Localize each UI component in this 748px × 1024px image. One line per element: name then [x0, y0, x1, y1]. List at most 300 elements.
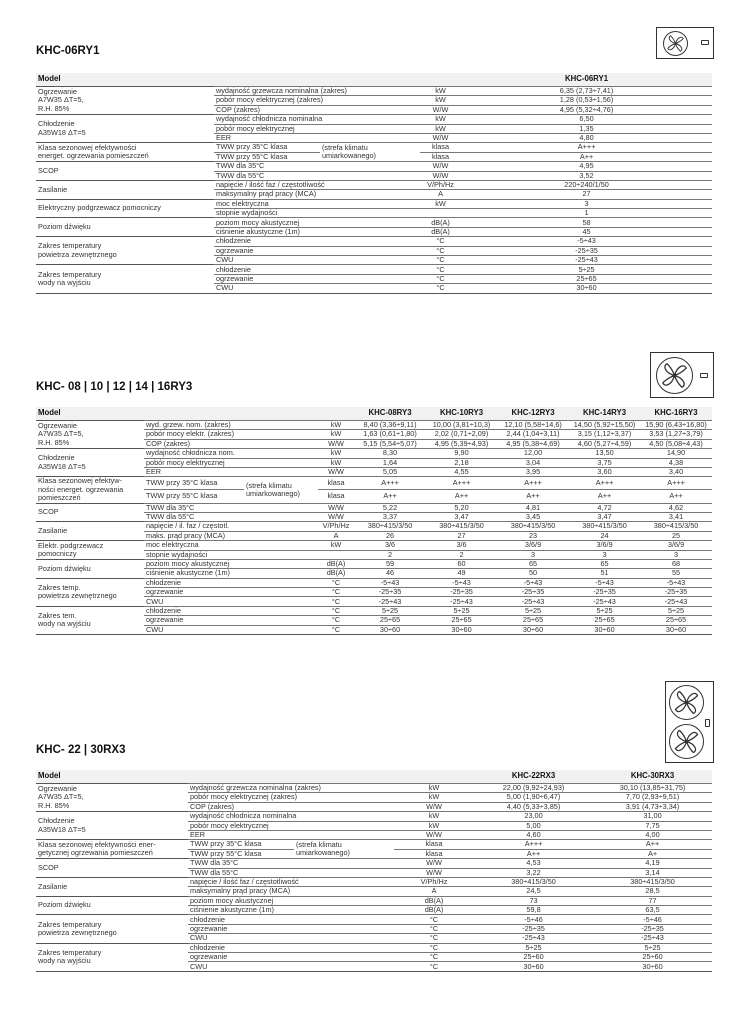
fan-icon: [663, 31, 688, 56]
value-cell: 4,95 (5,39÷4,93): [426, 439, 497, 448]
value-cell: 5÷25: [461, 265, 712, 274]
table-row: [36, 218, 712, 227]
outdoor-unit-single-fan-icon: [656, 27, 714, 59]
value-cell: -5÷43: [426, 578, 497, 587]
value-cell: 380÷415/3/50: [354, 522, 426, 531]
unit-label: °C: [394, 934, 474, 943]
value-cell: 2,02 (0,71÷2,09): [426, 430, 497, 439]
row-group-label: Poziom dźwięku: [36, 559, 144, 578]
value-cell: 3,22: [474, 868, 593, 877]
unit-label: klasa: [394, 840, 474, 849]
unit-label: °C: [420, 284, 461, 293]
model-header-label: Model: [36, 407, 354, 421]
value-cell: -25÷35: [640, 588, 712, 597]
value-cell: 5,22: [354, 503, 426, 512]
value-cell: 3/6: [354, 541, 426, 550]
unit-label: dB(A): [318, 569, 354, 578]
parameter-label: TWW dla 35°C: [144, 503, 318, 512]
parameter-label: ogrzewanie: [144, 616, 318, 625]
value-cell: 380÷415/3/50: [640, 522, 712, 531]
table-row: [36, 180, 712, 189]
outdoor-unit-double-fan-icon: [665, 681, 714, 763]
table-row: [36, 522, 712, 531]
unit-label: kW: [318, 449, 354, 458]
value-cell: 5÷25: [354, 606, 426, 615]
row-group-label: Ogrzewanie A7W35 ΔT=5, R.H. 85%: [36, 784, 188, 812]
value-cell: 380÷415/3/50: [497, 522, 569, 531]
value-cell: -25÷35: [461, 246, 712, 255]
parameter-label: pobór mocy elektrycznej (zakres): [188, 793, 394, 802]
value-cell: 22,00 (9,92÷24,93): [474, 784, 593, 793]
parameter-label: ciśnienie akustyczne (1m): [214, 227, 420, 236]
parameter-label: TWW przy 35°C klasa: [188, 840, 294, 849]
unit-label: °C: [420, 256, 461, 265]
value-cell: 3,75: [569, 458, 640, 467]
value-cell: 380÷415/3/50: [426, 522, 497, 531]
value-cell: A++: [461, 152, 712, 161]
unit-label: kW: [394, 821, 474, 830]
value-cell: 3,60: [569, 467, 640, 476]
value-cell: 3,04: [497, 458, 569, 467]
fan-icon: [656, 357, 693, 394]
parameter-label: chłodzenie: [214, 237, 420, 246]
unit-label: kW: [420, 199, 461, 208]
parameter-label: moc elektryczna: [214, 199, 420, 208]
value-cell: 4,95: [461, 162, 712, 171]
table-row: [36, 840, 712, 849]
value-cell: 30,10 (13,85÷31,75): [593, 784, 712, 793]
unit-label: klasa: [394, 849, 474, 858]
value-cell: 77: [593, 896, 712, 905]
parameter-label: EER: [144, 467, 318, 476]
value-cell: 380÷415/3/50: [474, 877, 593, 886]
value-cell: A++: [426, 490, 497, 503]
value-cell: A++: [640, 490, 712, 503]
value-cell: 12,10 (5,58÷14,6): [497, 421, 569, 430]
parameter-label: wydajność chłodnicza nom.: [144, 449, 318, 458]
unit-label: A: [394, 887, 474, 896]
parameter-label: napięcie / ilość faz / częstotliwość: [188, 877, 394, 886]
table-row: [36, 503, 712, 512]
row-group-label: Poziom dźwięku: [36, 218, 214, 237]
value-cell: 3: [569, 550, 640, 559]
value-cell: 25÷60: [593, 953, 712, 962]
value-cell: 49: [426, 569, 497, 578]
row-group-label: Zasilanie: [36, 877, 188, 896]
unit-label: kW: [394, 793, 474, 802]
value-cell: 4,81: [497, 503, 569, 512]
value-cell: 15,90 (6,43÷16,80): [640, 421, 712, 430]
unit-label: °C: [420, 246, 461, 255]
value-cell: 4,60: [474, 830, 593, 839]
unit-label: °C: [394, 924, 474, 933]
value-cell: A+++: [426, 477, 497, 490]
table-row: [36, 877, 712, 886]
table-row: [36, 449, 712, 458]
value-cell: 65: [497, 559, 569, 568]
value-cell: 1,64: [354, 458, 426, 467]
value-cell: 3: [497, 550, 569, 559]
value-cell: -25÷43: [354, 597, 426, 606]
parameter-label: COP (zakres): [144, 439, 318, 448]
row-group-label: Zasilanie: [36, 522, 144, 541]
table-row: [36, 812, 712, 821]
parameter-label: TWW przy 35°C klasa: [214, 143, 320, 152]
model-header: KHC-08RY3: [354, 407, 426, 421]
row-group-label: Elektr. podgrzewacz pomocniczy: [36, 541, 144, 560]
value-cell: -25÷35: [569, 588, 640, 597]
model-header: KHC-22RX3: [474, 770, 593, 784]
parameter-label: chłodzenie: [144, 606, 318, 615]
value-cell: A++: [593, 840, 712, 849]
unit-label: W/W: [394, 830, 474, 839]
value-cell: 4,40 (5,33÷3,85): [474, 802, 593, 811]
unit-label: W/W: [394, 859, 474, 868]
table-row: [36, 143, 712, 152]
table-row: [36, 421, 712, 430]
unit-label: dB(A): [394, 896, 474, 905]
unit-label: W/W: [420, 133, 461, 142]
parameter-label: pobór mocy elektr. (zakres): [144, 430, 318, 439]
row-group-label: Klasa sezonowej efektywności energet. ogrzewania pomieszczeń: [36, 143, 214, 162]
value-cell: 45: [461, 227, 712, 236]
unit-label: W/W: [420, 171, 461, 180]
unit-label: V/Ph/Hz: [420, 180, 461, 189]
unit-label: [318, 550, 354, 559]
row-group-label: Klasa sezonowej efektyw- ności energet. ogrzewania pomieszczeń: [36, 477, 144, 503]
value-cell: A+++: [354, 477, 426, 490]
parameter-label: TWW dla 55°C: [188, 868, 394, 877]
value-cell: -25÷43: [640, 597, 712, 606]
row-group-label: Elektryczny podgrzewacz pomocniczy: [36, 199, 214, 218]
unit-label: °C: [318, 606, 354, 615]
unit-label: dB(A): [394, 906, 474, 915]
parameter-label: TWW przy 55°C klasa: [188, 849, 294, 858]
value-cell: 3,53 (1,27÷3,79): [640, 430, 712, 439]
value-cell: 3,45: [497, 512, 569, 521]
unit-label: °C: [394, 943, 474, 952]
value-cell: 4,72: [569, 503, 640, 512]
value-cell: -25÷43: [593, 934, 712, 943]
value-cell: A+++: [640, 477, 712, 490]
value-cell: 24,5: [474, 887, 593, 896]
value-cell: 6,50: [461, 115, 712, 124]
value-cell: 25÷65: [354, 616, 426, 625]
parameter-label: maks. prąd pracy (MCA): [144, 531, 318, 540]
value-cell: 4,50 (5,08÷4,43): [640, 439, 712, 448]
value-cell: 63,5: [593, 906, 712, 915]
parameter-label: CWU: [144, 625, 318, 634]
parameter-label: ogrzewanie: [214, 246, 420, 255]
value-cell: 31,00: [593, 812, 712, 821]
parameter-label: COP (zakres): [214, 105, 420, 114]
row-group-label: Zakres tem. wody na wyjściu: [36, 606, 144, 634]
value-cell: 68: [640, 559, 712, 568]
value-cell: 25: [640, 531, 712, 540]
value-cell: 59,8: [474, 906, 593, 915]
value-cell: 6,35 (2,73÷7,41): [461, 87, 712, 96]
vent-slot-icon: [705, 719, 710, 727]
model-header: KHC-10RY3: [426, 407, 497, 421]
value-cell: 5,00: [474, 821, 593, 830]
unit-label: kW: [394, 784, 474, 793]
value-cell: 59: [354, 559, 426, 568]
parameter-label: wyd. grzew. nom. (zakres): [144, 421, 318, 430]
parameter-label: TWW przy 35°C klasa: [144, 477, 244, 490]
row-group-label: Ogrzewanie A7W35 ΔT=5, R.H. 85%: [36, 421, 144, 449]
row-group-label: SCOP: [36, 162, 214, 181]
parameter-label: CWU: [188, 962, 394, 971]
unit-label: W/W: [394, 868, 474, 877]
value-cell: -25÷35: [593, 924, 712, 933]
value-cell: 3,37: [354, 512, 426, 521]
parameter-label: ciśnienie akustyczne (1m): [188, 906, 394, 915]
row-group-label: SCOP: [36, 503, 144, 522]
value-cell: 3/6: [426, 541, 497, 550]
value-cell: 3: [461, 199, 712, 208]
unit-label: °C: [318, 616, 354, 625]
parameter-label: stopnie wydajności: [144, 550, 318, 559]
model-header: KHC-30RX3: [593, 770, 712, 784]
table-row: [36, 859, 712, 868]
row-group-label: Chłodzenie A35W18 ΔT=5: [36, 449, 144, 477]
value-cell: -5÷43: [497, 578, 569, 587]
value-cell: 65: [569, 559, 640, 568]
value-cell: 3/6/9: [640, 541, 712, 550]
parameter-label: CWU: [188, 934, 394, 943]
value-cell: -5÷43: [640, 578, 712, 587]
row-group-label: Zakres temperatury wody na wyjściu: [36, 265, 214, 293]
spec-table: [36, 770, 712, 972]
fan-icon: [669, 724, 704, 759]
value-cell: 3,95: [497, 467, 569, 476]
value-cell: 25÷65: [640, 616, 712, 625]
value-cell: 5,05: [354, 467, 426, 476]
value-cell: 3,15 (1,12÷3,37): [569, 430, 640, 439]
spec-table: [36, 407, 712, 635]
value-cell: 5,15 (5,54÷5,07): [354, 439, 426, 448]
table-row: [36, 199, 712, 208]
unit-label: klasa: [420, 152, 461, 161]
unit-label: W/W: [318, 503, 354, 512]
unit-label: kW: [420, 115, 461, 124]
value-cell: 3,14: [593, 868, 712, 877]
value-cell: A+: [593, 849, 712, 858]
unit-label: dB(A): [318, 559, 354, 568]
parameter-label: pobór mocy elektrycznej: [188, 821, 394, 830]
row-group-label: Zakres temperatury wody na wyjściu: [36, 943, 188, 971]
value-cell: 3,47: [426, 512, 497, 521]
unit-label: W/W: [318, 467, 354, 476]
parameter-label: wydajność grzewcza nominalna (zakres): [188, 784, 394, 793]
unit-label: kW: [318, 421, 354, 430]
value-cell: 13,50: [569, 449, 640, 458]
value-cell: 380÷415/3/50: [593, 877, 712, 886]
value-cell: 1,63 (0,61÷1,80): [354, 430, 426, 439]
parameter-label: pobór mocy elektrycznej: [144, 458, 318, 467]
value-cell: 25÷65: [569, 616, 640, 625]
value-cell: 25÷60: [474, 953, 593, 962]
value-cell: -5÷43: [569, 578, 640, 587]
row-group-label: Ogrzewanie A7W35 ΔT=5, R.H. 85%: [36, 87, 214, 115]
unit-label: kW: [420, 96, 461, 105]
value-cell: -25÷35: [354, 588, 426, 597]
unit-label: W/W: [394, 802, 474, 811]
value-cell: 14,90: [640, 449, 712, 458]
section-title: KHC-06RY1: [36, 45, 100, 57]
value-cell: 3/6/9: [497, 541, 569, 550]
value-cell: 2,44 (1,04÷3,11): [497, 430, 569, 439]
parameter-label: pobór mocy elektrycznej: [214, 124, 420, 133]
value-cell: 30÷60: [354, 625, 426, 634]
unit-label: kW: [420, 87, 461, 96]
value-cell: A++: [569, 490, 640, 503]
value-cell: 5÷25: [426, 606, 497, 615]
value-cell: 5,20: [426, 503, 497, 512]
section-title: KHC- 08 | 10 | 12 | 14 | 16RY3: [36, 381, 193, 393]
table-row: [36, 943, 712, 952]
parameter-label: maksymalny prąd pracy (MCA): [188, 887, 394, 896]
table-row: [36, 265, 712, 274]
value-cell: 8,30: [354, 449, 426, 458]
value-cell: 4,62: [640, 503, 712, 512]
value-cell: 25÷65: [461, 274, 712, 283]
unit-label: °C: [394, 962, 474, 971]
unit-label: dB(A): [420, 227, 461, 236]
value-cell: 30÷60: [640, 625, 712, 634]
vent-slot-icon: [701, 40, 709, 45]
value-cell: -5÷46: [593, 915, 712, 924]
value-cell: 4,53: [474, 859, 593, 868]
parameter-label: wydajność chłodnicza nominalna: [188, 812, 394, 821]
value-cell: 3,41: [640, 512, 712, 521]
unit-label: °C: [318, 588, 354, 597]
value-cell: 4,60 (5,27÷4,59): [569, 439, 640, 448]
unit-label: klasa: [318, 490, 354, 503]
value-cell: 30÷60: [497, 625, 569, 634]
table-row: [36, 606, 712, 615]
unit-label: °C: [318, 597, 354, 606]
table-row: [36, 115, 712, 124]
value-cell: 25÷65: [426, 616, 497, 625]
value-cell: -25÷43: [474, 934, 593, 943]
value-cell: 51: [569, 569, 640, 578]
table-row: [36, 87, 712, 96]
value-cell: 3,40: [640, 467, 712, 476]
row-group-label: Zakres temperatury powietrza zewnętrznego: [36, 915, 188, 943]
parameter-label: chłodzenie: [188, 943, 394, 952]
parameter-label: ogrzewanie: [144, 588, 318, 597]
value-cell: 46: [354, 569, 426, 578]
row-group-label: Zakres temp. powietrza zewnętrznego: [36, 578, 144, 606]
parameter-label: ogrzewanie: [188, 924, 394, 933]
parameter-label: napięcie / il. faz / częstotl.: [144, 522, 318, 531]
parameter-label: poziom mocy akustycznej: [188, 896, 394, 905]
value-cell: 1,35: [461, 124, 712, 133]
parameter-label: COP (zakres): [188, 802, 394, 811]
value-cell: A++: [474, 849, 593, 858]
spec-table: [36, 73, 712, 294]
unit-label: °C: [420, 237, 461, 246]
parameter-label: poziom mocy akustycznej: [214, 218, 420, 227]
vent-slot-icon: [700, 373, 708, 378]
value-cell: 50: [497, 569, 569, 578]
value-cell: A+++: [497, 477, 569, 490]
value-cell: 26: [354, 531, 426, 540]
table-row: [36, 896, 712, 905]
unit-label: °C: [420, 265, 461, 274]
parameter-label: maksymalny prąd pracy (MCA): [214, 190, 420, 199]
unit-label: klasa: [318, 477, 354, 490]
value-cell: 55: [640, 569, 712, 578]
unit-label: °C: [394, 915, 474, 924]
parameter-label: chłodzenie: [214, 265, 420, 274]
value-cell: 9,90: [426, 449, 497, 458]
value-cell: -5÷46: [474, 915, 593, 924]
row-group-label: Poziom dźwięku: [36, 896, 188, 915]
value-cell: 3/6/9: [569, 541, 640, 550]
parameter-label: TWW dla 55°C: [144, 512, 318, 521]
unit-label: °C: [420, 274, 461, 283]
value-cell: 30÷60: [426, 625, 497, 634]
value-cell: 3,52: [461, 171, 712, 180]
value-cell: 5,00 (1,90÷6,47): [474, 793, 593, 802]
value-cell: 380÷415/3/50: [569, 522, 640, 531]
parameter-label: napięcie / ilość faz / częstotliwość: [214, 180, 420, 189]
parameter-label: CWU: [214, 284, 420, 293]
climate-zone-note: (strefa klimatu umiarkowanego): [244, 477, 318, 503]
model-header: KHC-12RY3: [497, 407, 569, 421]
value-cell: 30÷60: [593, 962, 712, 971]
unit-label: W/W: [318, 512, 354, 521]
parameter-label: pobór mocy elektrycznej (zakres): [214, 96, 420, 105]
parameter-label: TWW dla 55°C: [214, 171, 420, 180]
value-cell: -25÷35: [474, 924, 593, 933]
model-header-label: Model: [36, 770, 474, 784]
value-cell: 1,28 (0,53÷1,56): [461, 96, 712, 105]
parameter-label: wydajność chłodnicza nominalna: [214, 115, 420, 124]
value-cell: 5÷25: [569, 606, 640, 615]
row-group-label: Chłodzenie A35W18 ΔT=5: [36, 812, 188, 840]
value-cell: 4,00: [593, 830, 712, 839]
unit-label: klasa: [420, 143, 461, 152]
value-cell: 23: [497, 531, 569, 540]
parameter-label: ogrzewanie: [188, 953, 394, 962]
parameter-label: CWU: [144, 597, 318, 606]
value-cell: -25÷43: [497, 597, 569, 606]
unit-label: W/W: [318, 439, 354, 448]
value-cell: 4,95 (5,38÷4,69): [497, 439, 569, 448]
row-group-label: Zakres temperatury powietrza zewnętrznego: [36, 237, 214, 265]
value-cell: 5÷25: [474, 943, 593, 952]
parameter-label: CWU: [214, 256, 420, 265]
table-row: [36, 915, 712, 924]
value-cell: 12,00: [497, 449, 569, 458]
value-cell: 58: [461, 218, 712, 227]
outdoor-unit-single-fan-icon: [650, 352, 714, 398]
model-header-label: Model: [36, 73, 461, 87]
value-cell: 30÷60: [461, 284, 712, 293]
value-cell: 30÷60: [569, 625, 640, 634]
value-cell: A+++: [569, 477, 640, 490]
value-cell: 3: [640, 550, 712, 559]
value-cell: 27: [461, 190, 712, 199]
model-header: KHC-06RY1: [461, 73, 712, 87]
value-cell: 7,75: [593, 821, 712, 830]
value-cell: 2: [426, 550, 497, 559]
parameter-label: TWW przy 55°C klasa: [144, 490, 244, 503]
value-cell: 3,91 (4,73÷3,34): [593, 802, 712, 811]
